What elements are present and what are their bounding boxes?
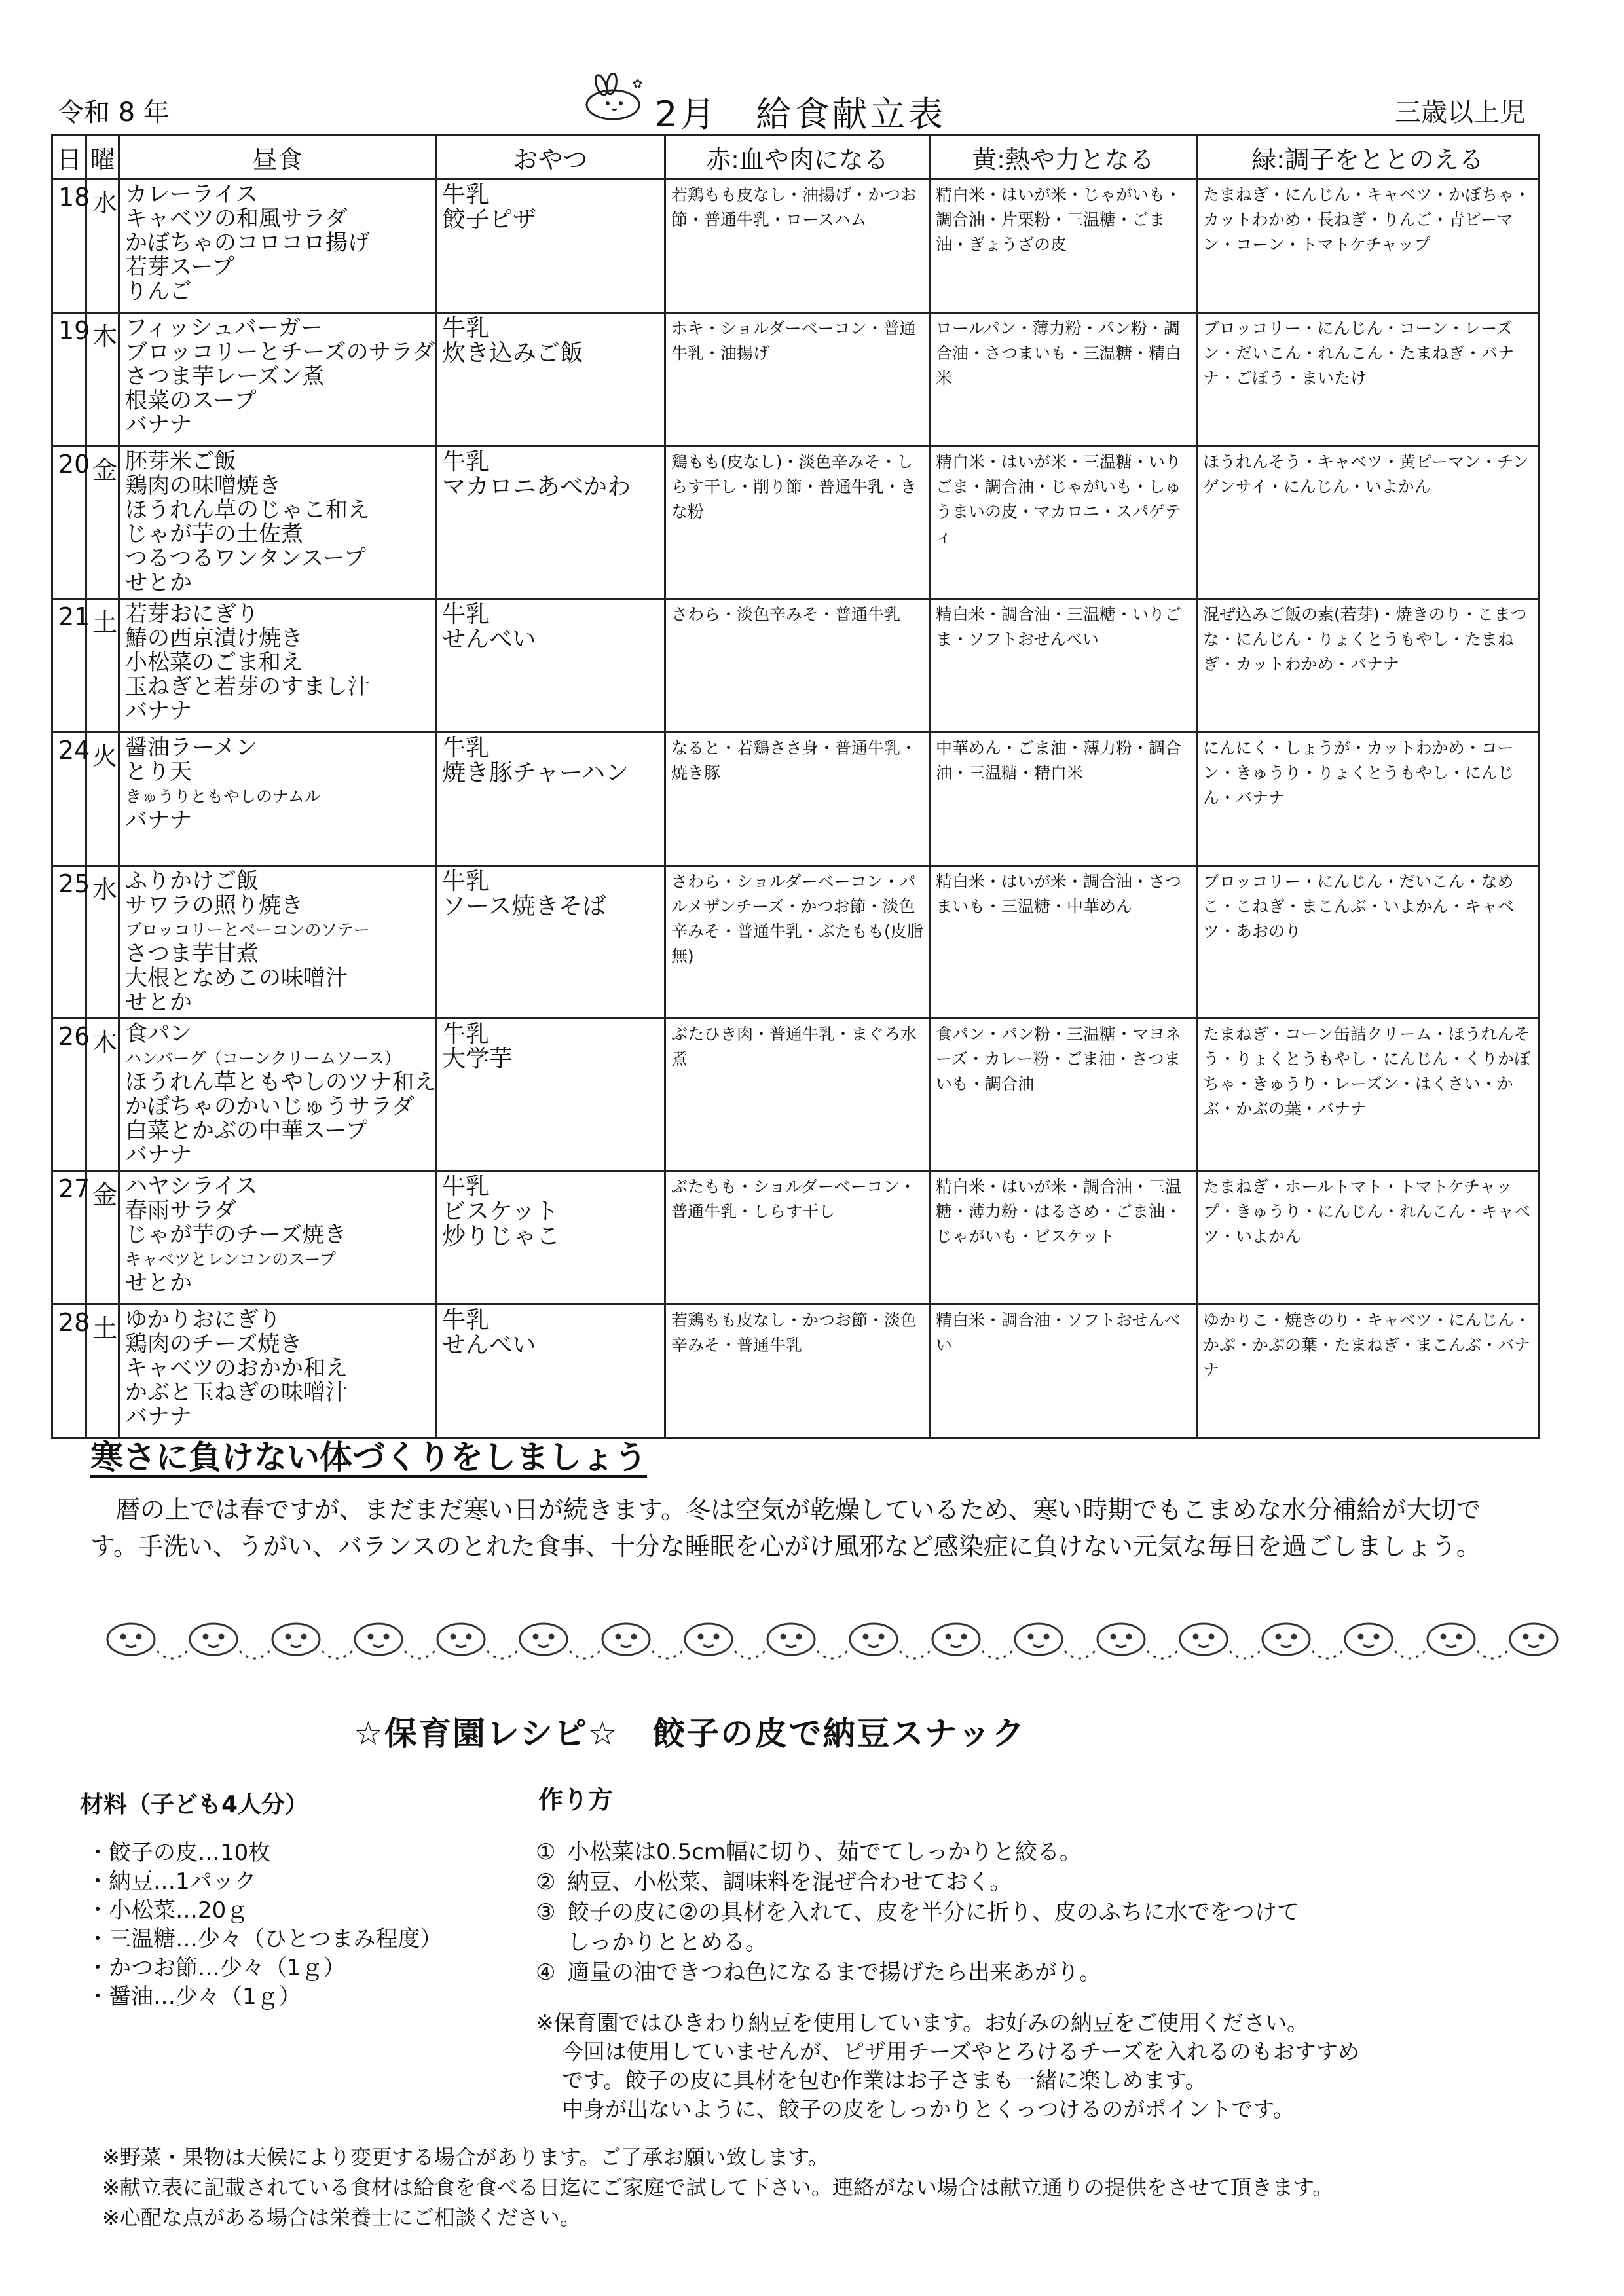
lunch-item: キャベツのおかか和え: [125, 1355, 348, 1381]
lunch-item: 胚芽米ご飯: [125, 448, 236, 475]
lunch-item: バナナ: [125, 412, 192, 438]
lunch-item: りんご: [125, 278, 192, 304]
material-item: ・納豆…1パック: [86, 1868, 257, 1895]
step-number: ①: [536, 1839, 556, 1865]
lunch-item: つるつるワンタンスープ: [125, 545, 366, 572]
materials-list: [86, 1838, 442, 2011]
era-label: 令和 8 年: [58, 98, 170, 128]
day-cell: 28: [52, 1305, 86, 1438]
lunch-cell: [119, 1171, 436, 1305]
step-continuation: しっかりととめる。: [567, 1929, 767, 1956]
step-text: 小松菜は0.5cm幅に切り、茹でてしっかりと絞る。: [567, 1839, 1082, 1865]
day-cell: 20: [52, 446, 86, 599]
snack-item: 牛乳: [442, 868, 490, 895]
lunch-item: フィッシュバーガー: [125, 315, 323, 341]
section-title: 寒さに負けない体づくりをしましょう: [90, 1438, 647, 1476]
col-green: 緑:調子をととのえる: [1197, 136, 1539, 179]
green-ingredients: 混ぜ込みご飯の素(若芽)・焼きのり・こまつな・にんじん・りょくとうもやし・たまねぎ・カットわかめ・バナナ: [1197, 599, 1539, 733]
snack-cell: [436, 866, 665, 1019]
lunch-item: 鰆の西京漬け焼き: [125, 625, 303, 651]
red-ingredients: ぶたひき肉・普通牛乳・まぐろ水煮: [665, 1019, 930, 1171]
steps-title: 作り方: [538, 1785, 614, 1814]
day-cell: 26: [52, 1019, 86, 1171]
weekday-cell: 金: [86, 446, 119, 599]
lunch-cell: [119, 1019, 436, 1171]
green-ingredients: ゆかりこ・焼きのり・キャベツ・にんじん・かぶ・かぶの葉・たまねぎ・まこんぶ・バナナ: [1197, 1305, 1539, 1438]
header-row: [52, 136, 1539, 179]
lunch-item: 若芽おにぎり: [125, 601, 259, 627]
green-ingredients: たまねぎ・ホールトマト・トマトケチャップ・きゅうり・にんじん・れんこん・キャベツ・いよかん: [1197, 1171, 1539, 1305]
lunch-item: ほうれん草ともやしのツナ和え: [125, 1069, 437, 1095]
snack-item: 焼き豚チャーハン: [442, 759, 629, 786]
snack-item: 牛乳: [442, 181, 490, 208]
lunch-item: とり天: [125, 759, 192, 785]
weekday-cell: 水: [86, 179, 119, 313]
snack-cell: [436, 1305, 665, 1438]
weekday-cell: 木: [86, 313, 119, 446]
menu-row: [52, 1019, 1539, 1171]
day-cell: 24: [52, 733, 86, 866]
col-snack: おやつ: [436, 136, 665, 179]
svg-text:✿: ✿: [633, 77, 643, 91]
step-number: ④: [536, 1959, 556, 1986]
lunch-cell: [119, 446, 436, 599]
yellow-ingredients: 精白米・はいが米・三温糖・いりごま・調合油・じゃがいも・しゅうまいの皮・マカロニ・スパゲティ: [930, 446, 1197, 599]
snack-item: せんべい: [442, 626, 536, 653]
material-item: ・小松菜…20ｇ: [86, 1897, 249, 1923]
snack-cell: [436, 733, 665, 866]
recipe-step: [536, 1837, 1299, 1867]
recipe-note: [536, 2009, 1359, 2124]
rabbit-icon: [575, 73, 647, 126]
yellow-ingredients: 精白米・調合油・ソフトおせんべい: [930, 1305, 1197, 1438]
menu-row: [52, 179, 1539, 313]
menu-row: [52, 866, 1539, 1019]
menu-row: [52, 1171, 1539, 1305]
step-text: 餃子の皮に②の具材を入れて、皮を半分に折り、皮のふちに水でをつけて: [567, 1899, 1299, 1925]
snack-item: 牛乳: [442, 735, 490, 761]
note-line: 中身が出ないように、餃子の皮をしっかりとくっつけるのがポイントです。: [562, 2096, 1295, 2122]
step-number: ②: [536, 1869, 556, 1895]
snack-item: マカロニあべかわ: [442, 473, 631, 500]
col-dow: 曜: [86, 136, 119, 179]
weekday-cell: 木: [86, 1019, 119, 1171]
note-line: 今回は使用していませんが、ピザ用チーズやとろけるチーズを入れるのもおすすめ: [562, 2039, 1360, 2064]
menu-table: [51, 134, 1540, 1439]
lunch-item: サワラの照り焼き: [125, 892, 303, 919]
recipe-step: [536, 1897, 1299, 1927]
footer-line: ※献立表に記載されている食材は給食を食べる日迄にご家庭で試して下さい。連絡がない場合は献立通りの提供をさせて頂きます。: [102, 2175, 1334, 2200]
snack-cell: [436, 1019, 665, 1171]
snack-item: せんべい: [442, 1332, 536, 1358]
snack-item: 餃子ピザ: [442, 206, 537, 233]
note-line: ※保育園ではひきわり納豆を使用しています。お好みの納豆をご使用ください。: [536, 2010, 1309, 2035]
page-title: 2月 給食献立表: [655, 94, 946, 135]
red-ingredients: さわら・ショルダーベーコン・パルメザンチーズ・かつお節・淡色辛みそ・普通牛乳・ぶたもも(皮脂無): [665, 866, 930, 1019]
snack-item: ソース焼きそば: [442, 893, 606, 920]
red-ingredients: さわら・淡色辛みそ・普通牛乳: [665, 599, 930, 733]
col-day: 日: [52, 136, 86, 179]
red-ingredients: 鶏もも(皮なし)・淡色辛みそ・しらす干し・削り節・普通牛乳・きな粉: [665, 446, 930, 599]
lunch-item: かぼちゃのかいじゅうサラダ: [125, 1093, 415, 1120]
green-ingredients: たまねぎ・にんじん・キャベツ・かぼちゃ・カットわかめ・長ねぎ・りんご・青ピーマン・コーン・トマトケチャップ: [1197, 179, 1539, 313]
green-ingredients: にんにく・しょうが・カットわかめ・コーン・きゅうり・りょくとうもやし・にんじん・バナナ: [1197, 733, 1539, 866]
red-ingredients: ぶたもも・ショルダーベーコン・普通牛乳・しらす干し: [665, 1171, 930, 1305]
lunch-item: ブロッコリーとチーズのサラダ: [125, 339, 435, 365]
lunch-item: 白菜とかぶの中華スープ: [125, 1118, 368, 1144]
step-text: 適量の油できつね色になるまで揚げたら出来あがり。: [567, 1959, 1101, 1986]
lunch-item: せとか: [125, 570, 192, 596]
col-red: 赤:血や肉になる: [665, 136, 930, 179]
red-ingredients: 若鶏もも皮なし・かつお節・淡色辛みそ・普通牛乳: [665, 1305, 930, 1438]
snack-cell: [436, 313, 665, 446]
lunch-item: 鶏肉の味噌焼き: [125, 473, 281, 499]
snack-item: 牛乳: [442, 601, 490, 628]
material-item: ・餃子の皮…10枚: [86, 1840, 271, 1866]
lunch-item: 若芽スープ: [125, 254, 234, 280]
yellow-ingredients: 精白米・はいが米・調合油・三温糖・薄力粉・はるさめ・ごま油・じゃがいも・ビスケット: [930, 1171, 1197, 1305]
lunch-item: 小松菜のごま和え: [125, 649, 303, 676]
snack-item: 牛乳: [442, 315, 490, 342]
lunch-item: かぶと玉ねぎの味噌汁: [125, 1379, 348, 1406]
snack-cell: [436, 1171, 665, 1305]
yellow-ingredients: 精白米・はいが米・じゃがいも・調合油・片栗粉・三温糖・ごま油・ぎょうざの皮: [930, 179, 1197, 313]
yellow-ingredients: 中華めん・ごま油・薄力粉・調合油・三温糖・精白米: [930, 733, 1197, 866]
red-ingredients: 若鶏もも皮なし・油揚げ・かつお節・普通牛乳・ロースハム: [665, 179, 930, 313]
lunch-item: カレーライス: [125, 181, 258, 208]
green-ingredients: ほうれんそう・キャベツ・黄ピーマン・チンゲンサイ・にんじん・いよかん: [1197, 446, 1539, 599]
lunch-item: せとか: [125, 989, 192, 1015]
lunch-item: 玉ねぎと若芽のすまし汁: [125, 674, 370, 700]
lunch-cell: [119, 179, 436, 313]
lunch-item: 醤油ラーメン: [125, 735, 258, 761]
weekday-cell: 土: [86, 599, 119, 733]
footer-line: ※心配な点がある場合は栄養士にご相談ください。: [102, 2205, 581, 2230]
day-cell: 27: [52, 1171, 86, 1305]
day-cell: 19: [52, 313, 86, 446]
snack-item: 牛乳: [442, 1307, 490, 1334]
lunch-cell: [119, 599, 436, 733]
lunch-item: バナナ: [125, 1142, 192, 1168]
lunch-item: ゆかりおにぎり: [125, 1307, 281, 1333]
step-number: ③: [536, 1899, 556, 1925]
material-item: ・三温糖…少々（ひとつまみ程度）: [86, 1926, 443, 1952]
weekday-cell: 水: [86, 866, 119, 1019]
day-cell: 25: [52, 866, 86, 1019]
lunch-item: かぼちゃのコロコロ揚げ: [125, 230, 370, 256]
steps-list: [536, 1837, 1299, 1988]
lunch-item: じゃが芋のチーズ焼き: [125, 1222, 347, 1248]
material-item: ・醤油…少々（1ｇ）: [86, 1984, 301, 2010]
lunch-item: さつま芋レーズン煮: [125, 363, 325, 390]
lunch-item: ブロッコリーとベーコンのソテー: [125, 920, 371, 939]
snack-cell: [436, 179, 665, 313]
menu-body: [52, 179, 1539, 1438]
lunch-cell: [119, 866, 436, 1019]
snack-item: 牛乳: [442, 1173, 490, 1200]
lunch-item: バナナ: [125, 807, 192, 833]
day-cell: 21: [52, 599, 86, 733]
yellow-ingredients: 精白米・はいが米・調合油・さつまいも・三温糖・中華めん: [930, 866, 1197, 1019]
green-ingredients: たまねぎ・コーン缶詰クリーム・ほうれんそう・りょくとうもやし・にんじん・くりかぼちゃ・きゅうり・レーズン・はくさい・かぶ・かぶの葉・バナナ: [1197, 1019, 1539, 1171]
snack-item: 牛乳: [442, 1021, 490, 1048]
lunch-item: 春雨サラダ: [125, 1197, 236, 1224]
lunch-item: ハンバーグ（コーンクリームソース）: [125, 1049, 401, 1068]
lunch-item: 鶏肉のチーズ焼き: [125, 1331, 303, 1357]
materials-title: 材料（子ども4人分）: [80, 1791, 309, 1818]
menu-row: [52, 599, 1539, 733]
red-ingredients: なると・若鶏ささ身・普通牛乳・焼き豚: [665, 733, 930, 866]
snack-item: 大学芋: [442, 1046, 513, 1072]
lunch-cell: [119, 733, 436, 866]
lunch-item: ふりかけご飯: [125, 868, 259, 894]
material-item: ・かつお節…少々（1ｇ）: [86, 1955, 346, 1981]
snack-item: 炊き込みご飯: [442, 340, 584, 367]
footer-line: ※野菜・果物は天候により変更する場合があります。ご了承お願い致します。: [102, 2145, 829, 2170]
snack-cell: [436, 599, 665, 733]
recipe-step: [536, 1958, 1299, 1988]
menu-row: [52, 313, 1539, 446]
lunch-cell: [119, 313, 436, 446]
col-yellow: 黄:熱や力となる: [930, 136, 1197, 179]
section-body: 暦の上では春ですが、まだまだ寒い日が続きます。冬は空気が乾燥しているため、寒い時期でもこまめな水分補給が大切です。手洗い、うがい、バランスのとれた食事、十分な睡眠を心がけ風邪など感染症に負けない元気な毎日を過ごしましょう。: [90, 1495, 1481, 1561]
decorative-border: [59, 1612, 1565, 1671]
snack-cell: [436, 446, 665, 599]
snack-item: 牛乳: [442, 448, 490, 475]
green-ingredients: ブロッコリー・にんじん・コーン・レーズン・だいこん・れんこん・たまねぎ・バナナ・ごぼう・まいたけ: [1197, 313, 1539, 446]
recipe-step: [536, 1867, 1299, 1897]
footer-notes: [102, 2142, 1333, 2232]
red-ingredients: ホキ・ショルダーベーコン・普通牛乳・油揚げ: [665, 313, 930, 446]
lunch-item: 大根となめこの味噌汁: [125, 965, 348, 991]
recipe-title: ☆保育園レシピ☆ 餃子の皮で納豆スナック: [354, 1715, 1026, 1753]
weekday-cell: 金: [86, 1171, 119, 1305]
col-lunch: 昼食: [119, 136, 436, 179]
green-ingredients: ブロッコリー・にんじん・だいこん・なめこ・こねぎ・まこんぶ・いよかん・キャベツ・あおのり: [1197, 866, 1539, 1019]
yellow-ingredients: ロールパン・薄力粉・パン粉・調合油・さつまいも・三温糖・精白米: [930, 313, 1197, 446]
lunch-item: せとか: [125, 1270, 192, 1296]
snack-item: 炒りじゃこ: [442, 1223, 561, 1250]
menu-row: [52, 446, 1539, 599]
audience-label: 三歳以上児: [1395, 98, 1526, 128]
yellow-ingredients: 食パン・パン粉・三温糖・マヨネーズ・カレー粉・ごま油・さつまいも・調合油: [930, 1019, 1197, 1171]
lunch-item: キャベツの和風サラダ: [125, 206, 348, 232]
lunch-item: 食パン: [125, 1021, 192, 1047]
weekday-cell: 火: [86, 733, 119, 866]
lunch-item: バナナ: [125, 1404, 192, 1430]
lunch-item: 根菜のスープ: [125, 388, 257, 414]
step-text: 納豆、小松菜、調味料を混ぜ合わせておく。: [567, 1869, 1012, 1895]
yellow-ingredients: 精白米・調合油・三温糖・いりごま・ソフトおせんべい: [930, 599, 1197, 733]
menu-row: [52, 1305, 1539, 1438]
snack-item: ビスケット: [442, 1198, 559, 1225]
lunch-item: さつま芋甘煮: [125, 941, 259, 967]
menu-row: [52, 733, 1539, 866]
day-cell: 18: [52, 179, 86, 313]
lunch-item: ほうれん草のじゃこ和え: [125, 497, 370, 523]
lunch-cell: [119, 1305, 436, 1438]
lunch-item: きゅうりともやしのナムル: [125, 787, 321, 806]
lunch-item: じゃが芋の土佐煮: [125, 521, 303, 547]
lunch-item: ハヤシライス: [125, 1173, 258, 1199]
weekday-cell: 土: [86, 1305, 119, 1438]
lunch-item: バナナ: [125, 698, 192, 724]
note-line: です。餃子の皮に具材を包む作業はお子さまも一緒に楽しめます。: [562, 2068, 1207, 2093]
lunch-item: キャベツとレンコンのスープ: [125, 1250, 336, 1269]
